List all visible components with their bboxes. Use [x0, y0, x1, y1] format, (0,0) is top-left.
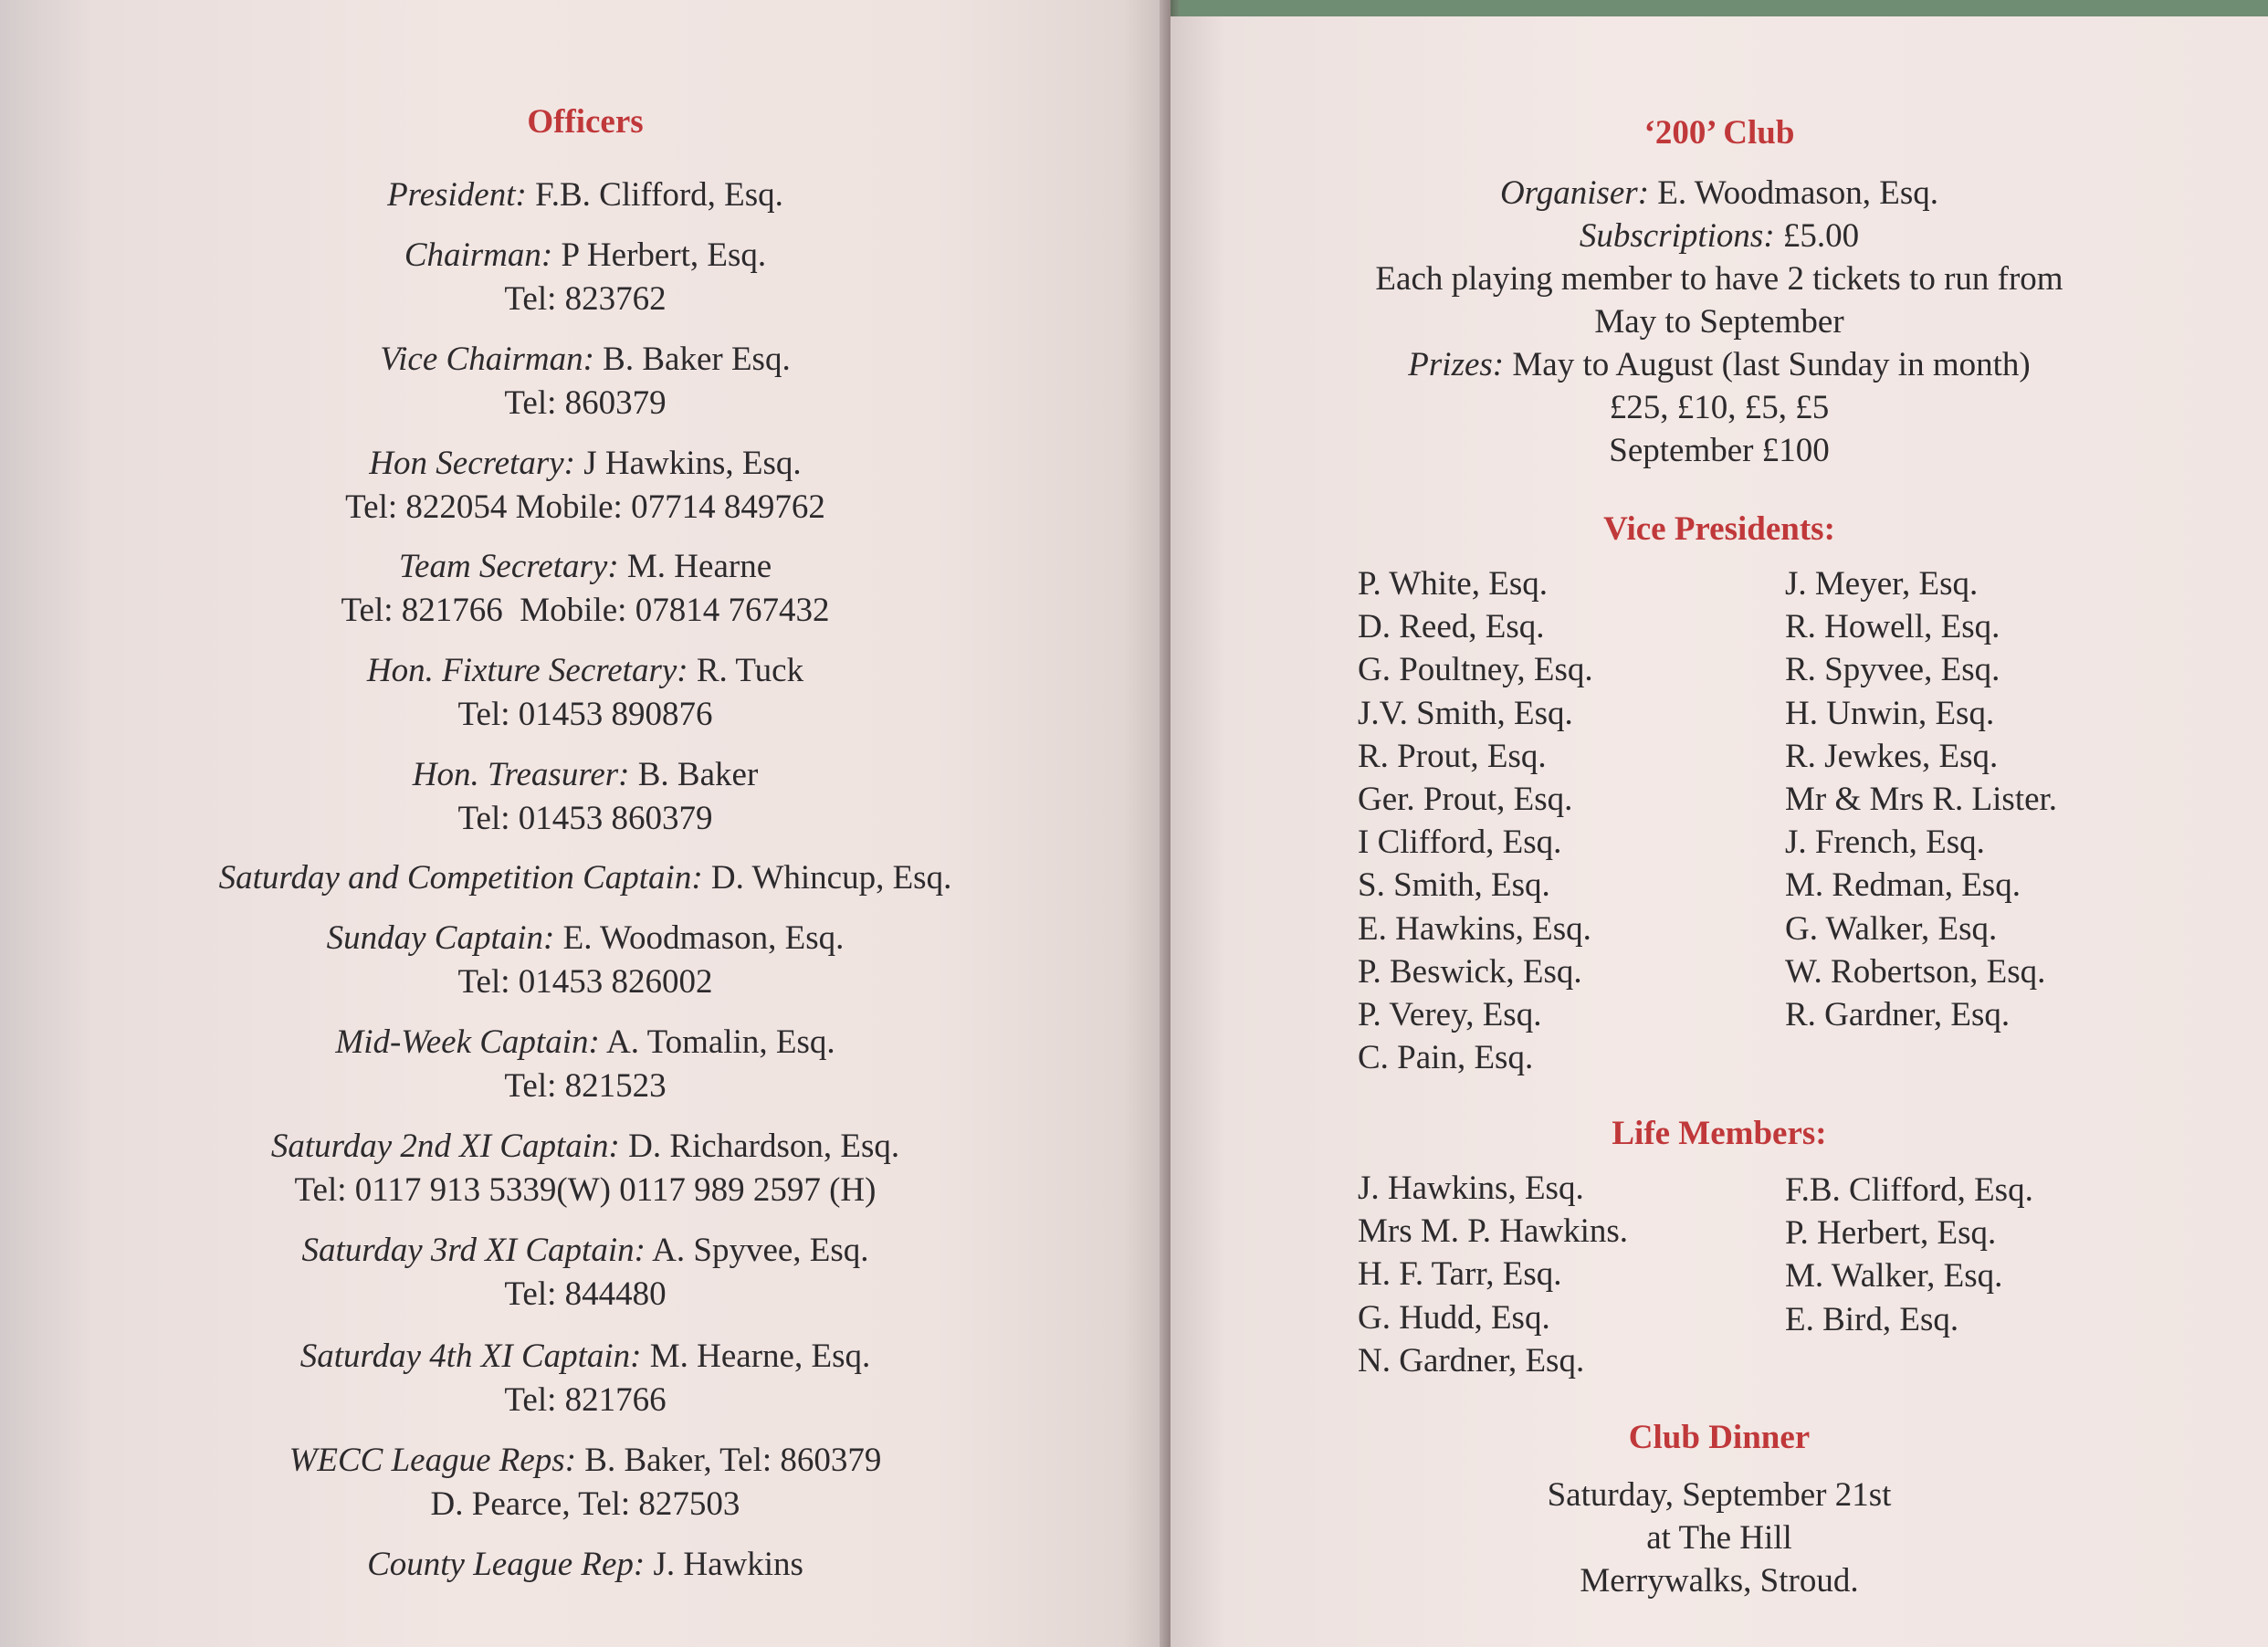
september-prize: September £100: [1609, 432, 1830, 469]
officer-entry: [0, 917, 1171, 1004]
officer-name: R. Tuck: [688, 652, 804, 689]
vice-president-name: P. Beswick, Esq.: [1358, 952, 1582, 991]
officer-entry: [0, 856, 1171, 900]
vice-president-name: R. Howell, Esq.: [1785, 608, 2000, 646]
vice-president-name: Mr & Mrs R. Lister.: [1785, 781, 2058, 819]
life-member-name: N. Gardner, Esq.: [1358, 1341, 1585, 1379]
officer-tel: Tel: 823762: [504, 280, 667, 318]
officer-role-line: [0, 1335, 1171, 1379]
dinner-date: Saturday, September 21st: [1547, 1476, 1892, 1514]
vice-president-name: W. Robertson, Esq.: [1785, 952, 2046, 991]
officer-role-line: [0, 917, 1171, 960]
officer-name: E. Woodmason, Esq.: [554, 919, 845, 957]
vice-president-name: J. Meyer, Esq.: [1785, 565, 1979, 603]
officer-role: Saturday 4th XI Captain:: [299, 1338, 642, 1375]
officer-tel: Tel: 822054 Mobile: 07714 849762: [345, 488, 825, 526]
vice-president-name: R. Spyvee, Esq.: [1785, 651, 2000, 689]
officer-entry: [0, 1229, 1171, 1317]
officer-entry: [0, 1021, 1171, 1108]
vice-president-name: G. Poultney, Esq.: [1358, 651, 1593, 689]
officer-name: B. Baker Esq.: [593, 341, 791, 378]
officer-role-line: [0, 856, 1171, 900]
officer-tel: Tel: 01453 860379: [457, 800, 713, 837]
prizes-amounts: £25, £10, £5, £5: [1609, 389, 1830, 426]
club-dinner-heading: Club Dinner: [1628, 1419, 1811, 1456]
vice-president-name: S. Smith, Esq.: [1358, 866, 1550, 905]
officer-role: Sunday Captain:: [326, 919, 555, 957]
officer-role-line: [0, 1021, 1171, 1065]
officer-role-line: [0, 753, 1171, 797]
life-members-right-column: [1785, 1169, 2033, 1341]
vice-president-name: J. French, Esq.: [1785, 824, 1985, 862]
officer-entry: [0, 1439, 1171, 1526]
vice-president-name: Ger. Prout, Esq.: [1358, 781, 1573, 819]
officer-role: Hon. Treasurer:: [412, 756, 630, 793]
officer-entry: [0, 234, 1171, 321]
officer-role: Hon. Fixture Secretary:: [366, 652, 688, 689]
officer-name: M. Hearne, Esq.: [641, 1338, 871, 1375]
officer-name: P Herbert, Esq.: [552, 236, 767, 274]
dinner-place: Merrywalks, Stroud.: [1580, 1562, 1859, 1600]
officer-name: J. Hawkins: [645, 1546, 803, 1583]
officer-name: B. Baker, Tel: 860379: [576, 1442, 882, 1479]
officer-tel: Tel: 821766 Mobile: 07814 767432: [341, 592, 830, 629]
vice-presidents-heading: Vice Presidents:: [1603, 510, 1835, 548]
officer-tel: D. Pearce, Tel: 827503: [430, 1485, 740, 1523]
vice-presidents-left-column: [1358, 562, 1593, 1079]
officer-role: WECC League Reps:: [289, 1442, 577, 1479]
officer-entry: [0, 173, 1171, 217]
officer-role-line: [0, 1543, 1171, 1587]
life-member-name: M. Walker, Esq.: [1785, 1257, 2003, 1296]
officers-heading: Officers: [527, 103, 644, 141]
vice-president-name: M. Redman, Esq.: [1785, 866, 2021, 905]
life-member-name: J. Hawkins, Esq.: [1358, 1170, 1584, 1207]
officer-entry: [0, 1125, 1171, 1212]
vice-president-name: R. Prout, Esq.: [1358, 737, 1547, 775]
officer-role: Saturday 2nd XI Captain:: [270, 1128, 620, 1165]
officer-role-line: [0, 1125, 1171, 1169]
officer-role: Vice Chairman:: [380, 341, 594, 378]
officer-entry: [0, 442, 1171, 530]
officer-role-line: [0, 338, 1171, 382]
life-member-name: H. F. Tarr, Esq.: [1358, 1255, 1562, 1294]
officer-role-line: [0, 649, 1171, 693]
officer-entry: [0, 545, 1171, 633]
officer-name: A. Tomalin, Esq.: [599, 1023, 835, 1061]
life-member-name: P. Herbert, Esq.: [1785, 1214, 1997, 1253]
life-member-name: F.B. Clifford, Esq.: [1785, 1171, 2033, 1209]
officer-role: Team Secretary:: [398, 548, 619, 585]
officer-role-line: [0, 1229, 1171, 1273]
life-member-name: G. Hudd, Esq.: [1358, 1298, 1550, 1337]
officer-role-line: [0, 173, 1171, 217]
officer-tel: Tel: 0117 913 5339(W) 0117 989 2597 (H): [294, 1171, 877, 1209]
vice-president-name: I Clifford, Esq.: [1358, 824, 1562, 862]
prizes-line: Prizes: May to August (last Sunday in month): [1408, 346, 2031, 383]
officer-role-line: [0, 1439, 1171, 1483]
vice-president-name: P. Verey, Esq.: [1358, 996, 1542, 1034]
officer-tel: Tel: 01453 890876: [457, 696, 713, 733]
vice-president-name: C. Pain, Esq.: [1358, 1039, 1534, 1077]
vice-presidents-right-column: [1785, 562, 2057, 1036]
officer-role: Saturday 3rd XI Captain:: [301, 1232, 646, 1269]
officer-tel: Tel: 844480: [504, 1275, 667, 1313]
officer-name: B. Baker: [629, 756, 759, 793]
officer-name: D. Whincup, Esq.: [702, 859, 952, 897]
right-page: [1171, 16, 2268, 1647]
tickets-line-2: May to September: [1594, 303, 1844, 341]
officer-name: J Hawkins, Esq.: [574, 445, 802, 482]
officer-entry: [0, 1543, 1171, 1587]
tickets-line-1: Each playing member to have 2 tickets to run from: [1375, 260, 2063, 298]
vice-president-name: H. Unwin, Esq.: [1785, 694, 1995, 732]
vice-president-name: R. Gardner, Esq.: [1785, 996, 2011, 1034]
life-member-name: E. Bird, Esq.: [1785, 1300, 1959, 1338]
officer-tel: Tel: 01453 826002: [457, 963, 713, 1001]
officer-role: Hon Secretary:: [369, 445, 575, 482]
officer-tel: Tel: 860379: [504, 384, 667, 422]
officer-name: M. Hearne: [618, 548, 772, 585]
subscriptions-line: Subscriptions: £5.00: [1579, 217, 1860, 255]
officer-name: F.B. Clifford, Esq.: [526, 176, 783, 214]
officer-tel: Tel: 821766: [504, 1381, 667, 1419]
officer-tel: Tel: 821523: [504, 1067, 667, 1105]
officer-role: Saturday and Competition Captain:: [218, 859, 703, 897]
vice-president-name: G. Walker, Esq.: [1785, 909, 1998, 948]
officer-role-line: [0, 442, 1171, 486]
officer-role: County League Rep:: [367, 1546, 646, 1583]
life-members-left-column: [1358, 1167, 1628, 1382]
officer-role: Mid-Week Captain:: [335, 1023, 600, 1061]
officer-role-line: [0, 234, 1171, 278]
vice-president-name: D. Reed, Esq.: [1358, 608, 1545, 646]
officer-entry: [0, 1335, 1171, 1422]
officer-entry: [0, 338, 1171, 425]
vice-president-name: E. Hawkins, Esq.: [1358, 909, 1591, 948]
officer-name: A. Spyvee, Esq.: [645, 1232, 869, 1269]
life-members-heading: Life Members:: [1612, 1115, 1827, 1152]
officer-entry: [0, 649, 1171, 737]
dinner-venue: at The Hill: [1646, 1519, 1792, 1557]
club200-details: [1171, 172, 2268, 472]
vice-president-name: J.V. Smith, Esq.: [1358, 694, 1573, 732]
officer-role-line: [0, 545, 1171, 589]
club200-heading: ‘200’ Club: [1643, 114, 1795, 152]
officer-entry: [0, 753, 1171, 841]
officer-name: D. Richardson, Esq.: [619, 1128, 900, 1165]
club-dinner-details: [1171, 1474, 2268, 1602]
officer-role: President:: [387, 176, 527, 214]
vice-president-name: P. White, Esq.: [1358, 565, 1548, 603]
organiser-line: Organiser: E. Woodmason, Esq.: [1499, 174, 1939, 212]
officer-role: Chairman:: [404, 236, 553, 274]
vice-president-name: R. Jewkes, Esq.: [1785, 737, 1999, 775]
life-member-name: Mrs M. P. Hawkins.: [1358, 1212, 1629, 1251]
